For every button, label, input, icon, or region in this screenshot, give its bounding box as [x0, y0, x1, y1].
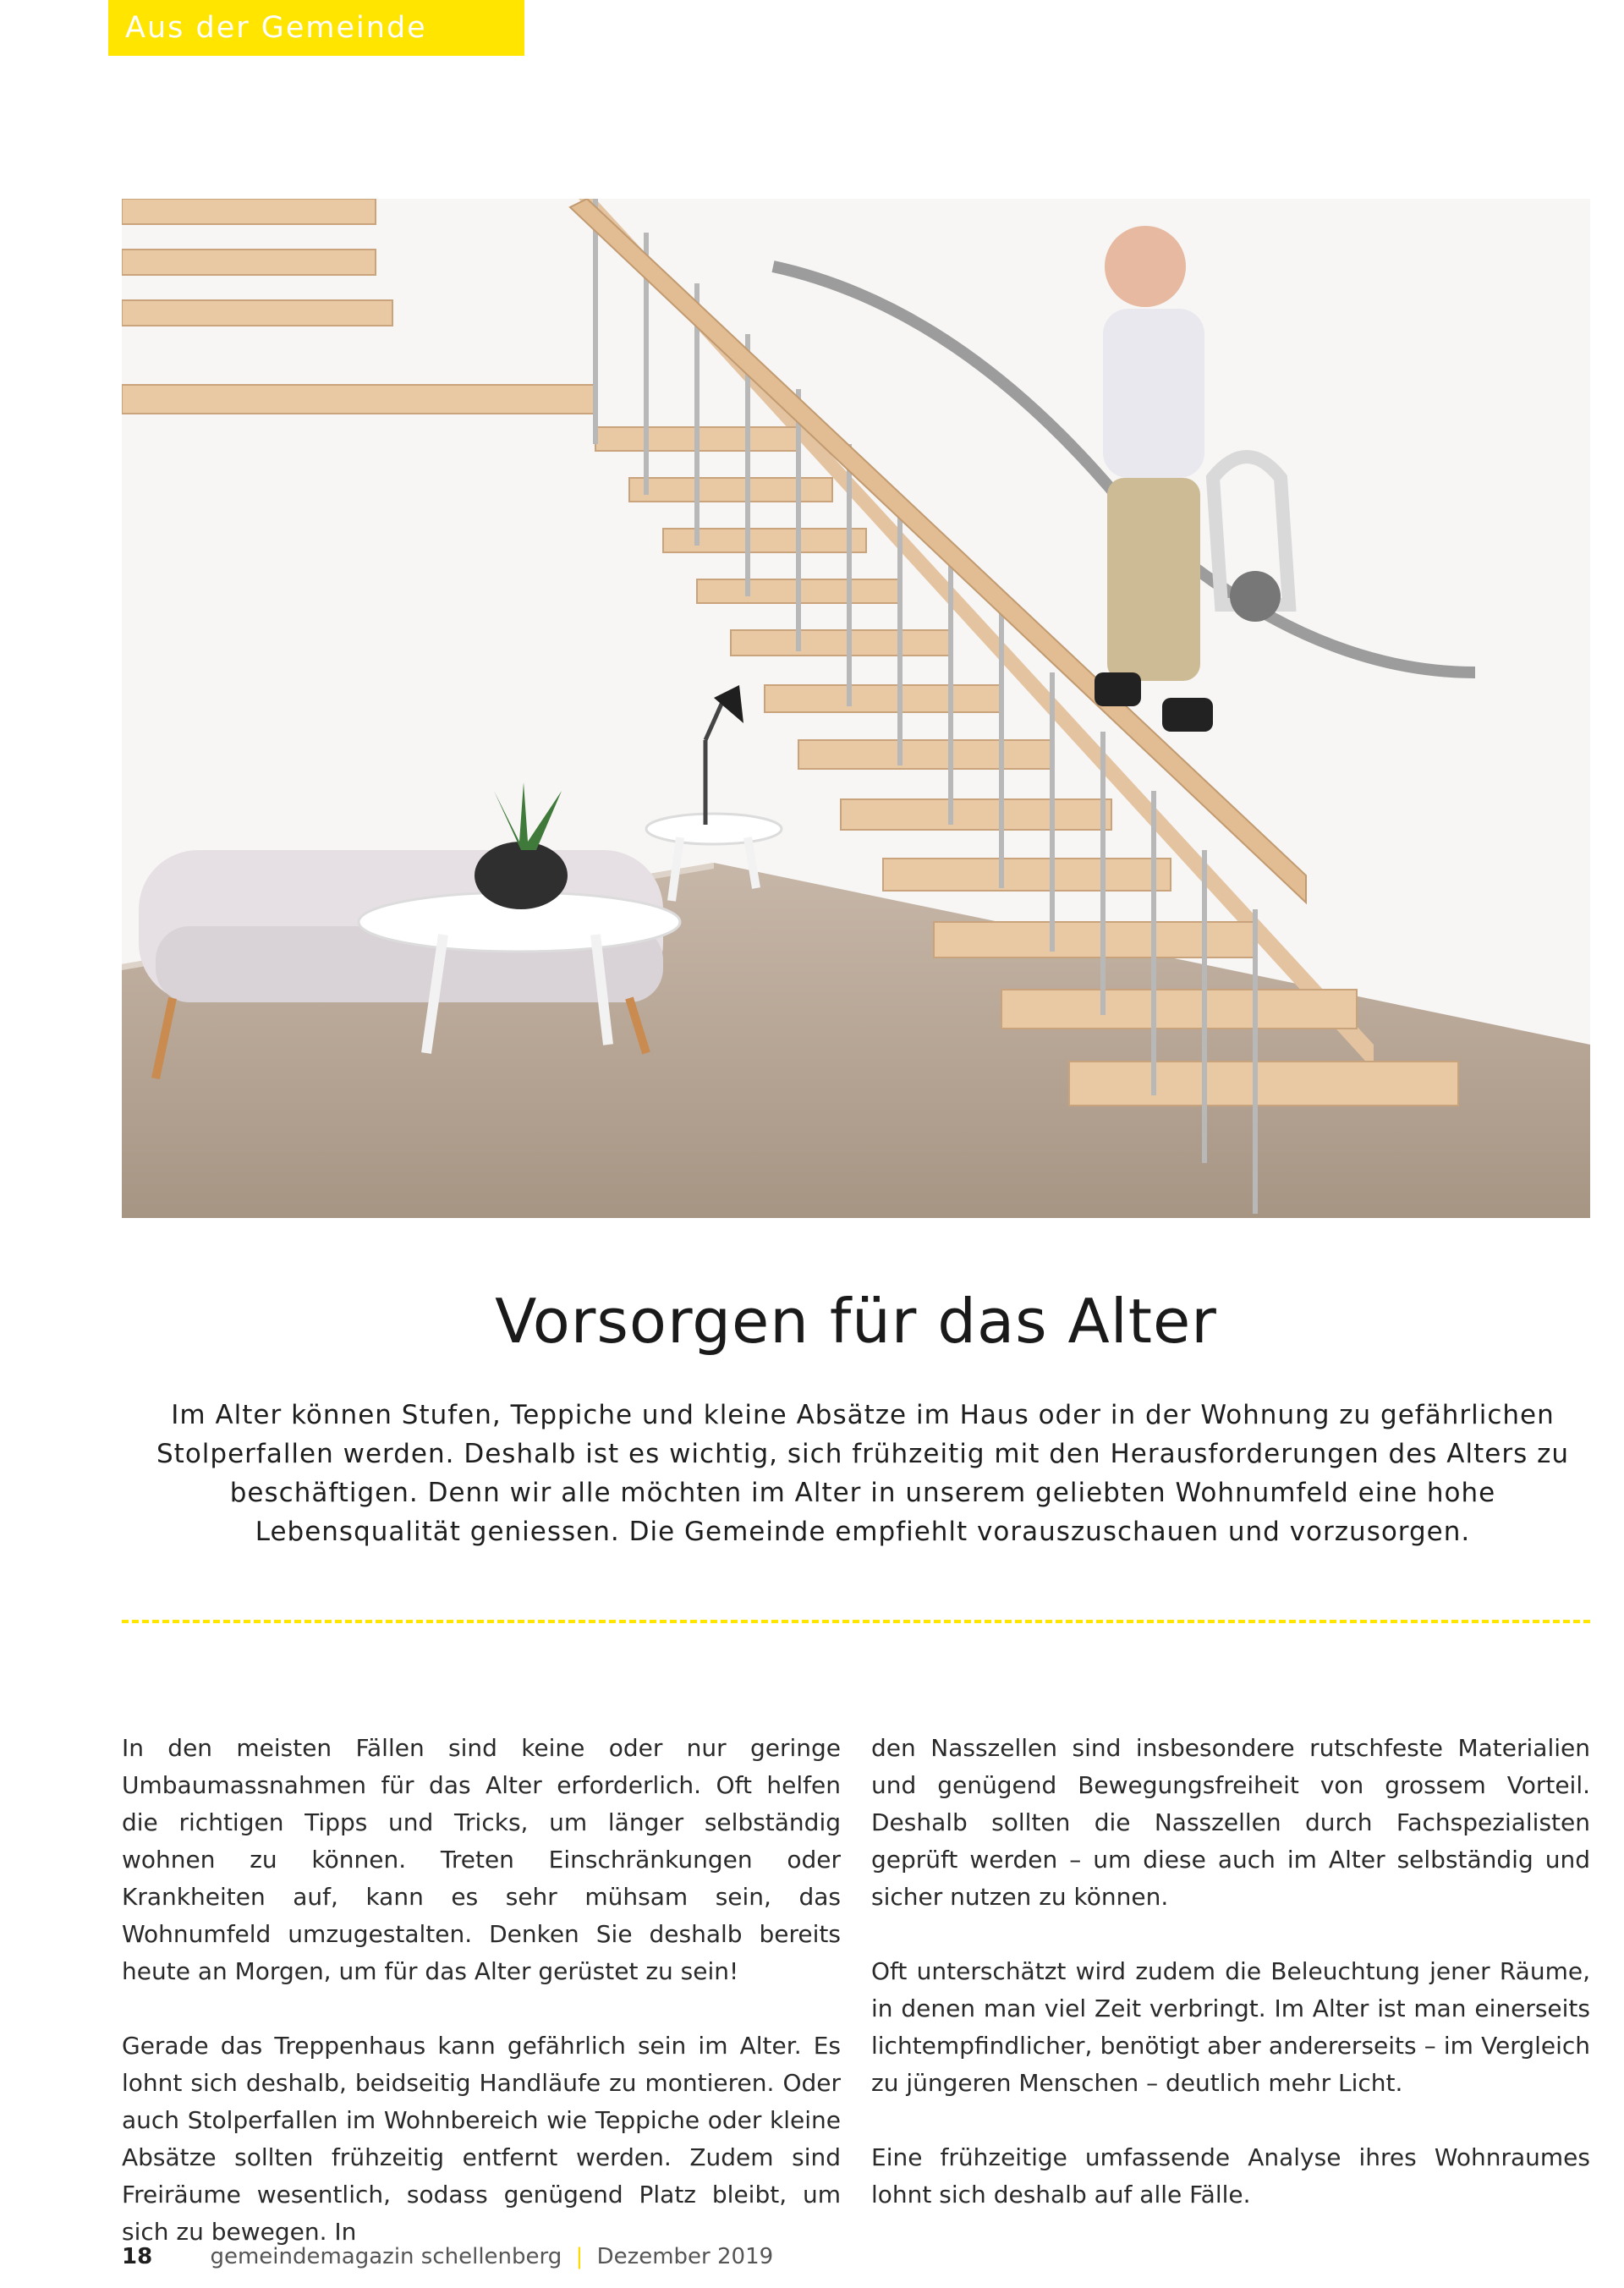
dashed-divider: [122, 1620, 1590, 1623]
page-footer: [122, 2240, 773, 2274]
staircase-illustration: [122, 199, 1590, 1218]
section-label: Aus der Gemeinde: [108, 0, 524, 56]
body-paragraph: Oft unterschätzt wird zudem die Beleuchtung jener Räume, in denen man viel Zeit verbringt. Im Alter ist man einerseits lichtempfindlicher, benötigt aber andererseits – im Vergleich zu jüngeren Menschen – deutlich mehr Licht.: [871, 1957, 1590, 2097]
body-paragraph: In den meisten Fällen sind keine oder nur geringe Umbaumassnahmen für das Alter erforderlich. Oft helfen die richtigen Tipps und Tricks, um länger selbständig wohnen zu können. Treten Einschränkungen oder Krankheiten auf, kann es sehr mühsam sein, das Wohnumfeld umzugestalten. Denken Sie deshalb bereits heute an Morgen, um für das Alter gerüstet zu sein!: [122, 1734, 841, 1985]
body-paragraph: Eine frühzeitige umfassende Analyse ihres Wohnraumes lohnt sich deshalb auf alle Fälle.: [871, 2143, 1590, 2208]
issue-date: Dezember 2019: [596, 2244, 774, 2269]
article-title: Vorsorgen für das Alter: [495, 1286, 1217, 1357]
page-number: 18: [122, 2244, 153, 2269]
article-photo: [122, 199, 1590, 1218]
text-column-right: [871, 1730, 1590, 2251]
article-lead: Im Alter können Stufen, Teppiche und kleine Absätze im Haus oder in der Wohnung zu gefährlichen Stolperfallen werden. Deshalb ist es wichtig, sich frühzeitig mit den Herausforderungen des Alters zu beschäftigen. Denn wir alle möchten im Alter in unserem geliebten Wohnumfeld eine hohe Lebensqualität geniessen. Die Gemeinde empfiehlt vorauszuschauen und vorzusorgen.: [156, 1400, 1569, 1547]
body-paragraph: Gerade das Treppenhaus kann gefährlich sein im Alter. Es lohnt sich deshalb, beidseitig Handläufe zu montieren. Oder auch Stolperfallen im Wohnbereich wie Teppiche oder kleine Absätze sollten frühzeitig entfernt werden. Zudem sind Freiräume wesentlich, sodass genügend Platz bleibt, um sich zu bewegen. In: [122, 2032, 841, 2246]
text-column-left: [122, 1730, 841, 2288]
publication-name: gemeindemagazin schellenberg: [210, 2244, 562, 2269]
body-paragraph: den Nasszellen sind insbesondere rutschfeste Materialien und genügend Bewegungsfreiheit von grossem Vorteil. Deshalb sollten die Nasszellen durch Fachspezialisten geprüft werden – um diese auch im Alter selbständig und sicher nutzen zu können.: [871, 1734, 1590, 1911]
footer-separator: |: [575, 2244, 584, 2269]
